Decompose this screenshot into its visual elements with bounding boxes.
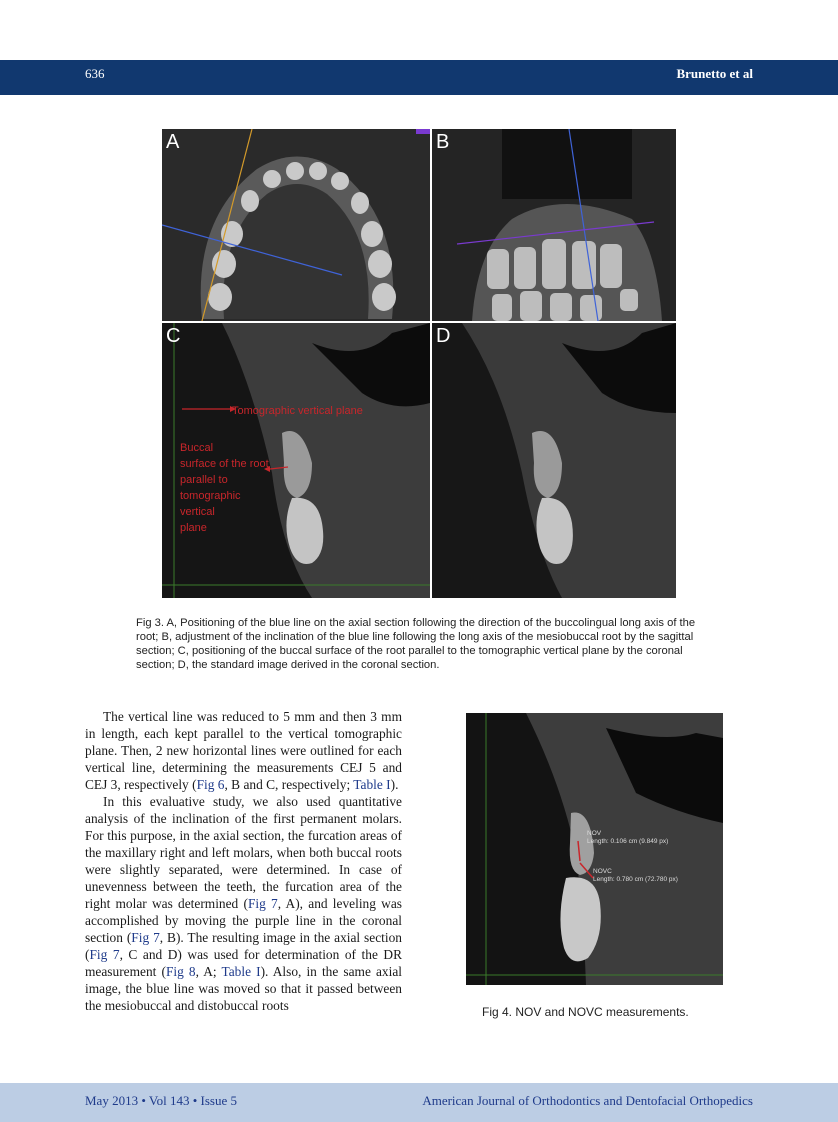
annotation-line: tomographic — [180, 490, 241, 502]
paragraph — [85, 793, 402, 1014]
figure-link[interactable]: Fig 7 — [131, 930, 160, 945]
text-run: , A), and leveling was accomplished by moving the purple line in the coronal section ( — [85, 896, 402, 945]
table-link[interactable]: Table I — [353, 777, 391, 792]
annotation-line: surface of the root — [180, 458, 269, 470]
figure-link[interactable]: Fig 7 — [89, 947, 120, 962]
nov-length: Length: 0.106 cm (9.849 px) — [587, 838, 669, 845]
annotation-tomographic-plane: Tomographic vertical plane — [232, 405, 363, 417]
figure-link[interactable]: Fig 7 — [247, 896, 278, 911]
novc-label — [593, 868, 678, 884]
annotation-line: vertical — [180, 506, 215, 518]
text-run: ). — [390, 777, 399, 792]
panel-label-a: A — [166, 131, 180, 153]
panel-label-c: C — [166, 325, 181, 347]
panel-label-b: B — [436, 131, 450, 153]
panel-c-coronal — [162, 323, 430, 598]
text-run: ). Also, in the same axial image, the blue line was moved so that it passed between the mesiobuccal and distobuccal roots — [85, 964, 403, 1013]
axial-section-image — [162, 129, 430, 321]
panel-a-axial — [162, 129, 430, 321]
annotation-line: plane — [180, 522, 207, 534]
text-run: , B and C, respectively; — [224, 777, 354, 792]
figure-link[interactable]: Fig 6 — [196, 777, 225, 792]
figure-3-caption: Fig 3. A, Positioning of the blue line on the axial section following the direction of the buccolingual long axis of the root; B, adjustment of the inclination of the blue line following the long axis of the mesiobuccal root by the sagittal section; C, positioning of the buccal surface of the root parallel to the tomographic vertical plane by the coronal section; D, the standard image derived in the coronal section. — [136, 617, 696, 671]
text-run: , C and D) was used for determination of the DR measurement ( — [85, 947, 403, 979]
nov-measurement-image — [466, 713, 723, 985]
novc-length: Length: 0.780 cm (72.780 px) — [593, 876, 678, 883]
body-text-column — [85, 708, 402, 1014]
journal-name: American Journal of Orthodontics and Dentofacial Orthopedics — [422, 1093, 753, 1108]
text-run: In this evaluative study, we also used quantitative analysis of the inclination of the first permanent molars. For this purpose, in the axial section, the furcation areas of the maxillary right and left molars, when both buccal roots were slightly separated, were determined. In case of unevenness between the teeth, the furcation area of the right molar was determined ( — [85, 794, 402, 911]
issue-info: May 2013 • Vol 143 • Issue 5 — [85, 1093, 237, 1108]
text-run: , B). The resulting image in the axial section ( — [85, 930, 402, 962]
running-authors: Brunetto et al — [676, 66, 753, 81]
page-footer — [0, 1083, 838, 1122]
annotation-line: Buccal — [180, 442, 214, 454]
sagittal-section-image — [432, 129, 676, 321]
annotation-buccal-surface — [180, 440, 269, 536]
panel-d-standard — [432, 323, 676, 598]
figure-link[interactable]: Fig 8 — [165, 964, 196, 979]
nov-label — [587, 830, 668, 846]
text-run: , A; — [195, 964, 222, 979]
panel-label-d: D — [436, 325, 451, 347]
annotation-line: parallel to — [180, 474, 228, 486]
table-link[interactable]: Table I — [221, 964, 261, 979]
paragraph — [85, 708, 402, 793]
standard-coronal-image — [432, 323, 676, 598]
page-header — [0, 60, 838, 95]
figure-3 — [161, 128, 677, 599]
nov-title: NOV — [587, 830, 602, 837]
figure-4 — [466, 713, 723, 985]
figure-4-caption: Fig 4. NOV and NOVC measurements. — [482, 1005, 689, 1019]
text-run: The vertical line was reduced to 5 mm and then 3 mm in length, each kept parallel to the vertical tomographic plane. Then, 2 new horizontal lines were outlined for each vertical line, determining the measurements CEJ 5 and CEJ 3, respectively ( — [85, 709, 402, 792]
novc-title: NOVC — [593, 868, 612, 875]
panel-b-sagittal — [432, 129, 676, 321]
page-number: 636 — [85, 66, 105, 81]
